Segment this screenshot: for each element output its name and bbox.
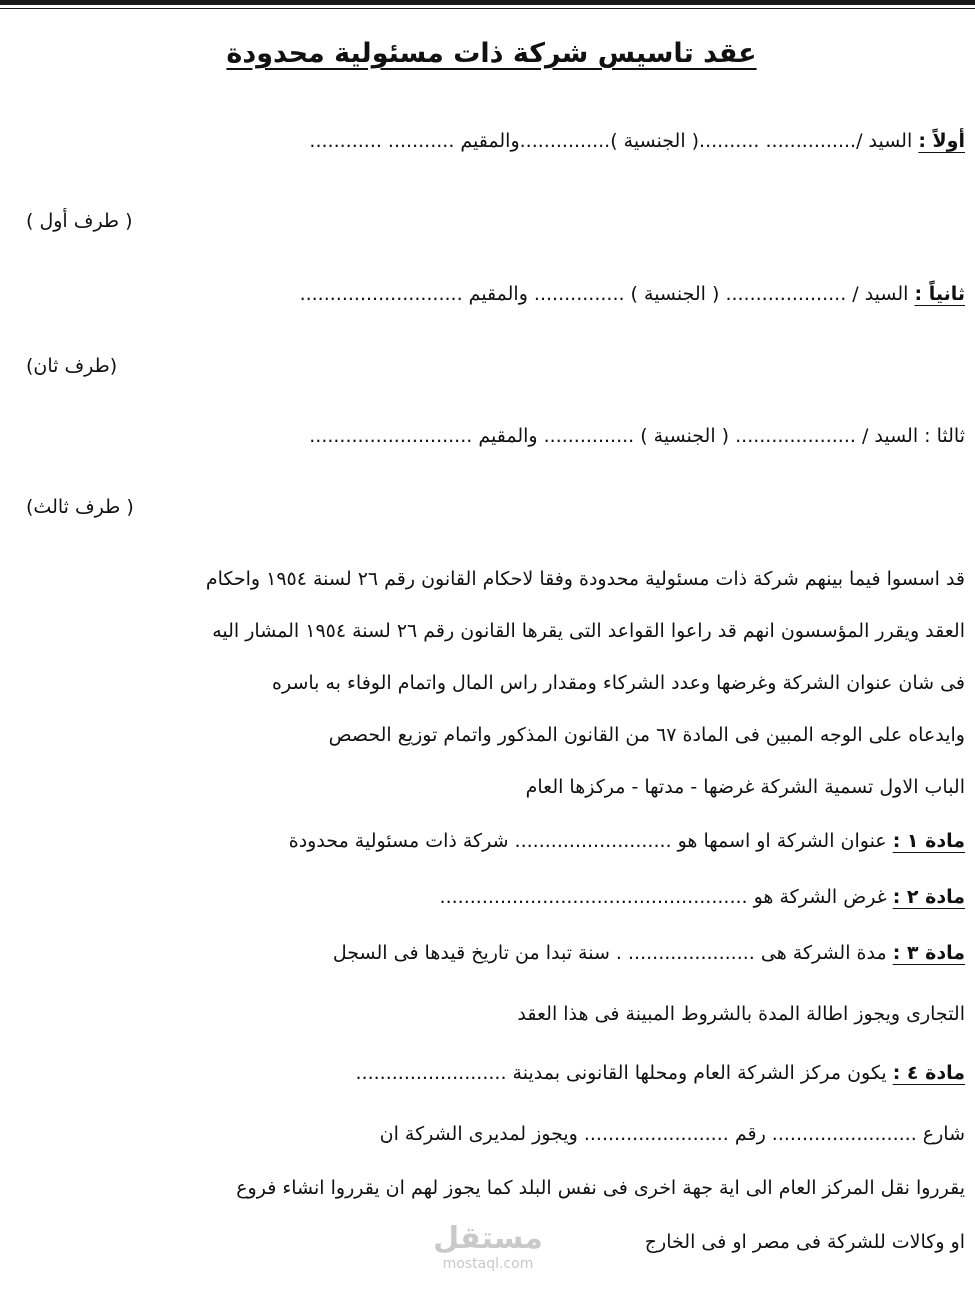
- article4-text: يكون مركز الشركة العام ومحلها القانونى بمدينة .........................: [355, 1062, 887, 1084]
- party2-label: ثانياً :: [914, 283, 965, 305]
- party3-line: [309, 425, 965, 447]
- article3-label: مادة ٣ :: [892, 942, 965, 964]
- intro-line-2: العقد ويقرر المؤسسون انهم قد راعوا القواعد التى يقرها القانون رقم ٢٦ لسنة ١٩٥٤ المشار اليه: [212, 620, 965, 642]
- party3-role: ( طرف ثالث): [26, 496, 134, 518]
- article4-label: مادة ٤ :: [892, 1062, 965, 1084]
- watermark-logo: [428, 1222, 548, 1272]
- chapter-heading: الباب الاول تسمية الشركة غرضها - مدتها - مركزها العام: [525, 776, 965, 798]
- party1-role: ( طرف أول ): [26, 210, 133, 232]
- article1-line: [289, 830, 965, 852]
- top-border-thin: [0, 8, 975, 9]
- article4-line-3: يقرروا نقل المركز العام الى اية جهة اخرى فى نفس البلد كما يجوز لهم ان يقرروا انشاء فروع: [236, 1177, 965, 1199]
- intro-line-1: قد اسسوا فيما بينهم شركة ذات مسئولية محدودة وفقا لاحكام القانون رقم ٢٦ لسنة ١٩٥٤ واحكام: [205, 568, 965, 590]
- document-title: عقد تاسيس شركة ذات مسئولية محدودة: [226, 38, 757, 69]
- intro-line-3: فى شان عنوان الشركة وغرضها وعدد الشركاء ومقدار راس المال واتمام الوفاء به باسره: [272, 672, 965, 694]
- watermark-site: mostaql.com: [442, 1256, 534, 1272]
- intro-line-4: وايدعاه على الوجه المبين فى المادة ٦٧ من القانون المذكور واتمام توزيع الحصص: [328, 724, 965, 746]
- article1-text: عنوان الشركة او اسمها هو .......................... شركة ذات مسئولية محدودة: [288, 830, 887, 852]
- article3-line: [333, 942, 965, 964]
- watermark-name: مستقل: [433, 1221, 543, 1256]
- party1-line: [309, 130, 965, 152]
- party2-text: السيد / .................... ( الجنسية ) ............... والمقيم ...........................: [299, 283, 909, 305]
- top-border-thick: [0, 0, 975, 5]
- party3-label: ثالثا :: [924, 425, 965, 447]
- article3-continuation: التجارى ويجوز اطالة المدة بالشروط المبينة فى هذا العقد: [517, 1003, 965, 1025]
- article3-text: مدة الشركة هى ..................... . سنة تبدا من تاريخ قيدها فى السجل: [332, 942, 887, 964]
- party2-role: (طرف ثان): [26, 355, 118, 377]
- article2-text: غرض الشركة هو ...................................................: [439, 886, 887, 908]
- party1-label: أولاً :: [918, 130, 965, 152]
- article2-label: مادة ٢ :: [892, 886, 965, 908]
- article2-line: [440, 886, 965, 908]
- party1-text: السيد /............... ..........( الجنسية )...............والمقيم ........... ............: [309, 130, 913, 152]
- article4-line: [356, 1062, 966, 1084]
- party3-text: السيد / .................... ( الجنسية ) ............... والمقيم ...........................: [309, 425, 919, 447]
- article1-label: مادة ١ :: [892, 830, 965, 852]
- article4-line-2: شارع ........................ رقم ........................ ويجوز لمديرى الشركة ان: [379, 1123, 965, 1145]
- article4-line-4: او وكالات للشركة فى مصر او فى الخارج: [644, 1231, 965, 1253]
- party2-line: [300, 283, 965, 305]
